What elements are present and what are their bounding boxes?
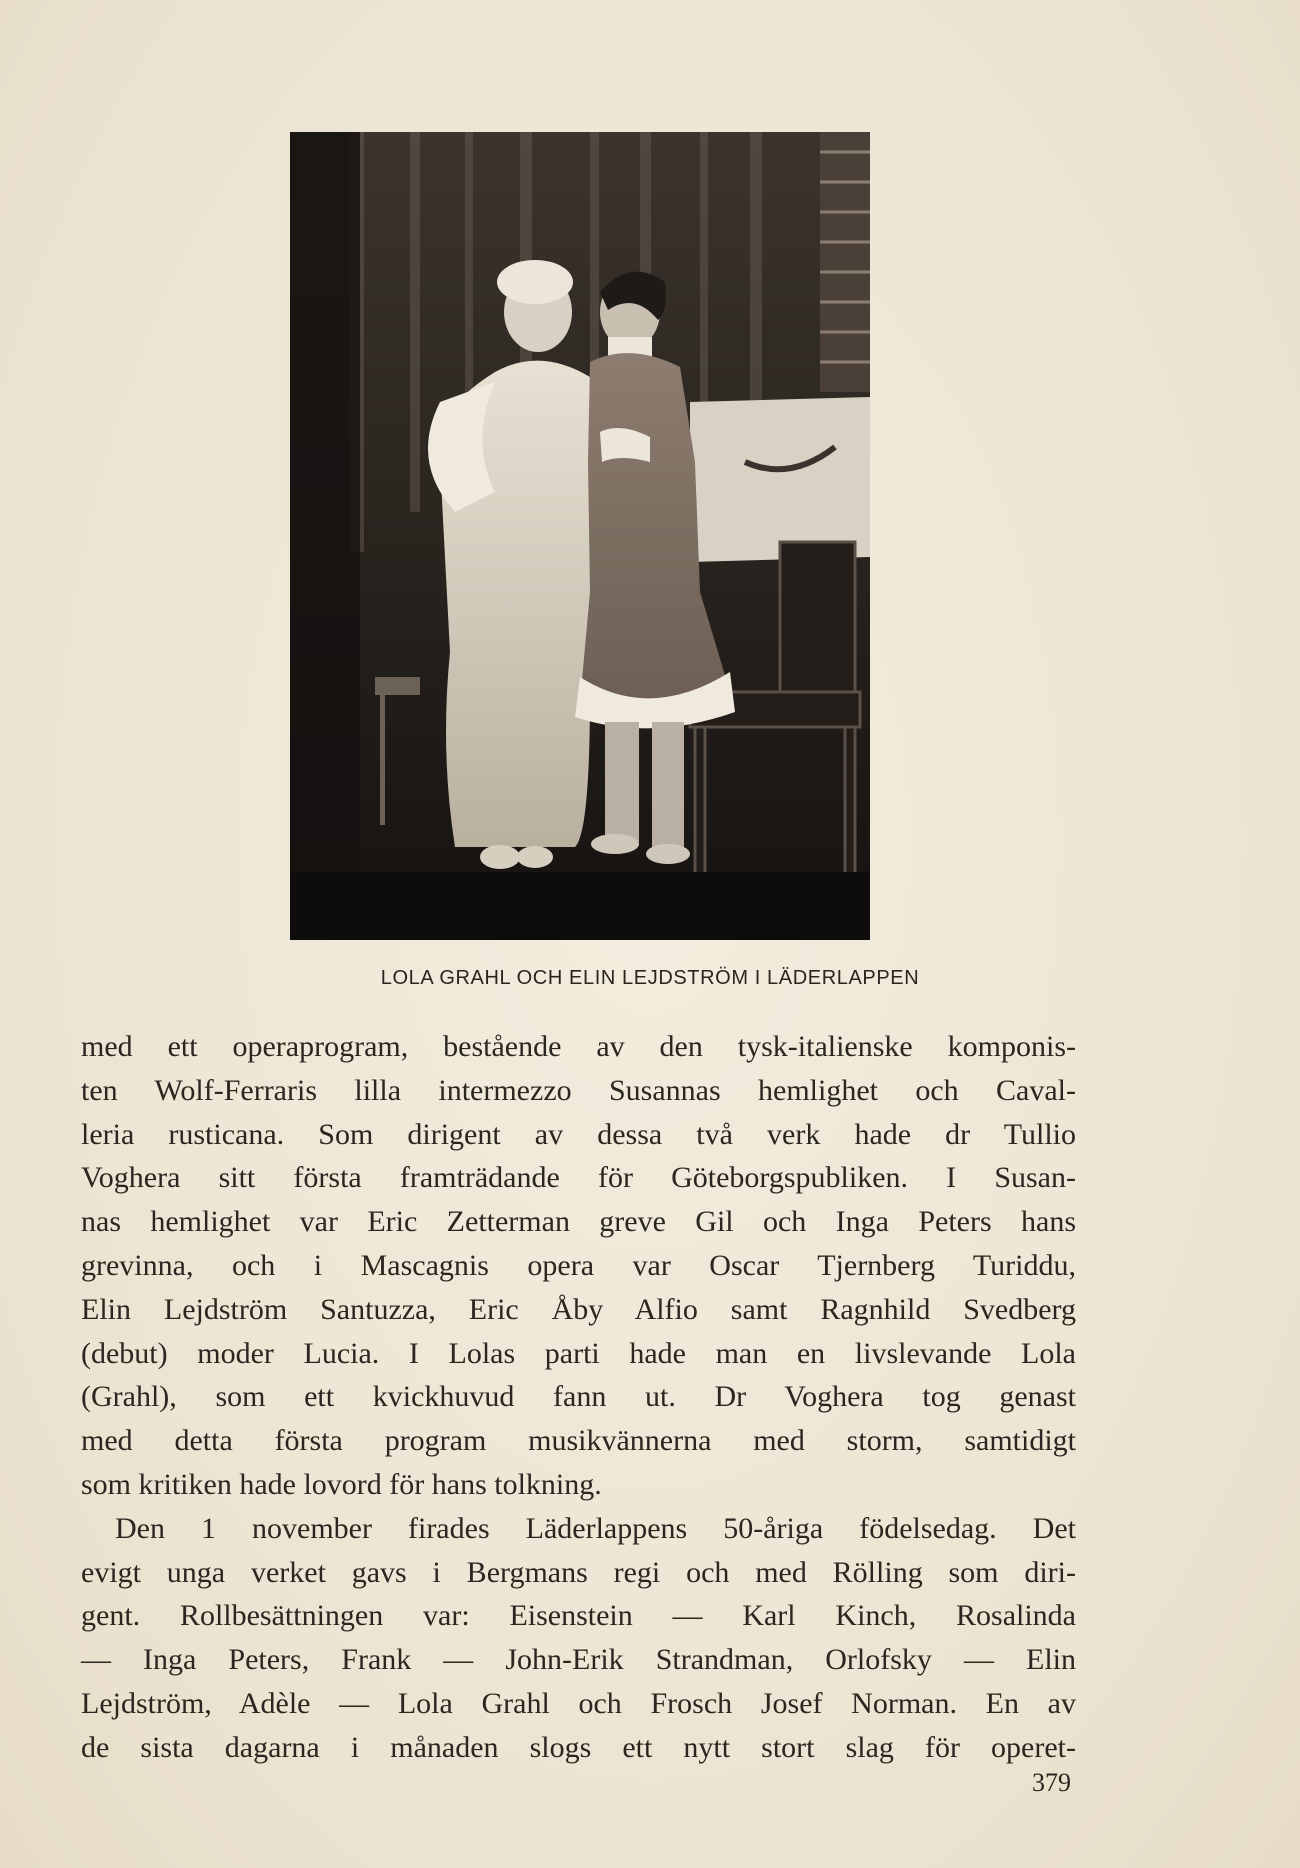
text-line: (debut) moder Lucia. I Lolas parti hade man en livslevande Lola [81, 1336, 1076, 1370]
figure-caption: LOLA GRAHL OCH ELIN LEJDSTRÖM I LÄDERLAPPEN [380, 967, 920, 989]
body-text [81, 1025, 1076, 1770]
text-line: grevinna, och i Mascagnis opera var Oscar Tjernberg Turiddu, [81, 1248, 1076, 1282]
text-line: Elin Lejdström Santuzza, Eric Åby Alfio samt Ragnhild Svedberg [81, 1292, 1076, 1326]
stage-photograph [290, 132, 870, 940]
text-line: Den 1 november firades Läderlappens 50-åriga födelsedag. Det [115, 1511, 1076, 1545]
text-line: nas hemlighet var Eric Zetterman greve Gil och Inga Peters hans [81, 1205, 1076, 1239]
text-line: de sista dagarna i månaden slogs ett nytt stort slag för operet- [81, 1730, 1076, 1764]
text-line: gent. Rollbesättningen var: Eisenstein — Karl Kinch, Rosalinda [81, 1599, 1076, 1633]
text-line: evigt unga verket gavs i Bergmans regi och med Rölling som diri- [81, 1555, 1076, 1589]
text-line: med detta första program musikvännerna med storm, samtidigt [81, 1424, 1076, 1458]
photograph-two-actresses-icon [290, 132, 870, 940]
text-line: ten Wolf-Ferraris lilla intermezzo Susannas hemlighet och Caval- [81, 1073, 1076, 1107]
text-line: Lejdström, Adèle — Lola Grahl och Frosch Josef Norman. En av [81, 1686, 1076, 1720]
text-line: (Grahl), som ett kvickhuvud fann ut. Dr Voghera tog genast [81, 1380, 1076, 1414]
text-line: som kritiken hade lovord för hans tolkning. [81, 1467, 602, 1501]
text-line: — Inga Peters, Frank — John-Erik Strandman, Orlofsky — Elin [81, 1643, 1076, 1677]
text-line: med ett operaprogram, bestående av den tysk-italienske komponis- [81, 1030, 1076, 1063]
text-line: leria rusticana. Som dirigent av dessa två verk hade dr Tullio [81, 1117, 1076, 1151]
page-number: 379 [1032, 1768, 1071, 1797]
text-line: Voghera sitt första framträdande för Göteborgspubliken. I Susan- [81, 1161, 1076, 1195]
